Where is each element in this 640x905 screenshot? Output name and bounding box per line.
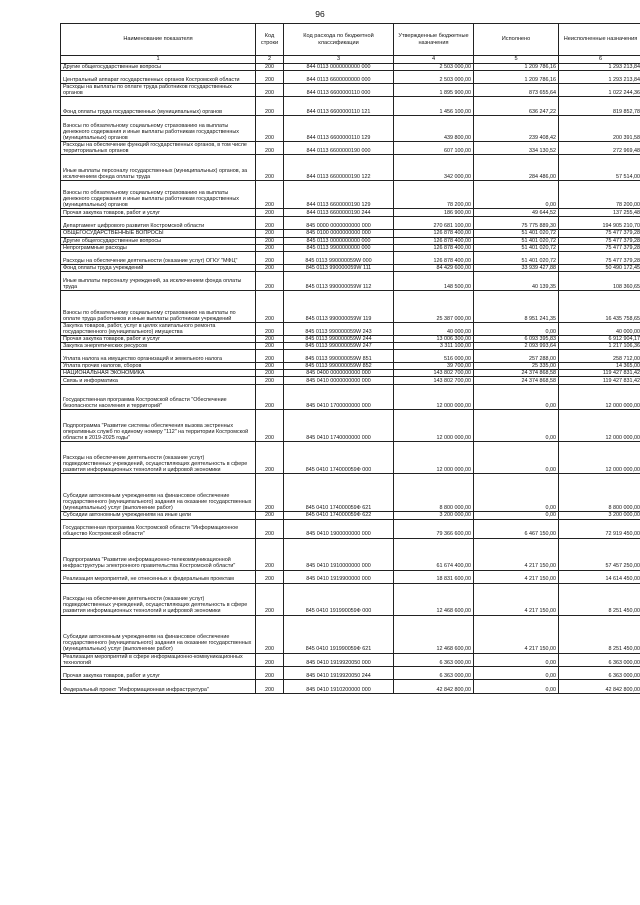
row-approved-value: 12 000 000,00 [394,442,474,474]
row-approved-value: 270 681 100,00 [394,217,474,230]
row-line-code: 200 [256,570,284,583]
row-line-code: 200 [256,377,284,385]
row-approved-value: 84 429 600,00 [394,264,474,271]
column-number: 6 [559,56,640,64]
table-row [61,155,640,181]
row-line-code: 200 [256,217,284,230]
row-line-code: 200 [256,251,284,264]
table-row [61,570,640,583]
row-executed-value: 4 217 150,00 [474,615,559,653]
row-indicator-name: Расходы на обеспечение деятельности (оказание услуг) подведомственных учреждений, осуществляющих деятельность в сфере развития информационных технологий и цифровой экономики [61,442,256,474]
row-indicator-name: Расходы на выплаты по оплате труда работников государственных органов [61,84,256,97]
row-indicator-name: Прочая закупка товаров, работ и услуг [61,209,256,217]
row-line-code: 200 [256,653,284,666]
row-budget-code: 845 0400 0000000000 000 [284,370,394,377]
table-row [61,519,640,538]
header-row [61,24,640,56]
row-executed-value: 51 401 020,72 [474,244,559,251]
row-line-code: 200 [256,583,284,615]
row-executed-value: 24 374 868,58 [474,377,559,385]
row-budget-code: 844 0113 6600000110 121 [284,97,394,116]
row-unexecuted-value: 1 022 244,36 [559,84,640,97]
table-row [61,322,640,335]
row-budget-code: 845 0410 1919920050 244 [284,666,394,679]
table-row [61,84,640,97]
row-unexecuted-value: 75 477 379,28 [559,230,640,237]
row-approved-value: 126 878 400,00 [394,251,474,264]
row-indicator-name: Федеральный проект "Информационная инфраструктура" [61,679,256,693]
row-approved-value: 40 000,00 [394,322,474,335]
row-unexecuted-value: 75 477 379,28 [559,244,640,251]
row-indicator-name: Субсидии автономным учреждениям на финансовое обеспечение государственного (муниципального) задания на оказание государственных (муниципальных) услуг (выполнение работ) [61,474,256,512]
column-number: 1 [61,56,256,64]
column-number: 3 [284,56,394,64]
row-unexecuted-value: 200 391,58 [559,116,640,142]
row-indicator-name: Прочая закупка товаров, работ и услуг [61,666,256,679]
row-approved-value: 13 006 300,00 [394,336,474,343]
row-line-code: 200 [256,442,284,474]
row-line-code: 200 [256,666,284,679]
row-approved-value: 143 802 700,00 [394,377,474,385]
row-line-code: 200 [256,142,284,155]
row-line-code: 200 [256,244,284,251]
row-indicator-name: Фонд оплаты труда государственных (муниципальных) органов [61,97,256,116]
row-budget-code: 844 0113 6600000190 129 [284,181,394,209]
header-budget-code: Код расхода по бюджетной классификации [284,24,394,56]
row-budget-code: 844 0113 6600000000 000 [284,71,394,84]
row-approved-value: 1 895 900,00 [394,84,474,97]
row-unexecuted-value: 40 000,00 [559,322,640,335]
row-budget-code: 845 0113 990000059W 112 [284,271,394,290]
row-approved-value: 342 000,00 [394,155,474,181]
row-approved-value: 126 878 400,00 [394,237,474,244]
row-line-code: 200 [256,71,284,84]
row-indicator-name: Субсидии автономным учреждениям на финансовое обеспечение государственного (муниципального) задания на оказание государственных (муниципальных) услуг (выполнение работ) [61,615,256,653]
row-executed-value: 4 217 150,00 [474,570,559,583]
row-executed-value: 334 130,52 [474,142,559,155]
row-line-code: 200 [256,322,284,335]
row-indicator-name: Государственная программа Костромской области "Обеспечение безопасности населения и территорий" [61,385,256,410]
row-budget-code: 845 0410 1740000000 000 [284,410,394,442]
row-budget-code: 845 0410 1900000000 000 [284,519,394,538]
table-row [61,336,640,343]
table-row [61,264,640,271]
row-indicator-name: Подпрограмма "Развитие системы обеспечения вызова экстренных оперативных служб по единому номеру "112" на территории Костромской области в 2019-2025 годы" [61,410,256,442]
row-executed-value: 0,00 [474,322,559,335]
row-indicator-name: ОБЩЕГОСУДАРСТВЕННЫЕ ВОПРОСЫ [61,230,256,237]
row-executed-value: 0,00 [474,653,559,666]
row-line-code: 200 [256,336,284,343]
row-unexecuted-value: 194 905 210,70 [559,217,640,230]
row-executed-value: 1 209 786,16 [474,64,559,71]
row-budget-code: 845 0410 1910000000 000 [284,538,394,570]
row-executed-value: 0,00 [474,385,559,410]
table-row [61,583,640,615]
table-row [61,442,640,474]
row-approved-value: 516 000,00 [394,350,474,363]
row-unexecuted-value: 42 842 800,00 [559,679,640,693]
row-executed-value: 284 486,00 [474,155,559,181]
row-indicator-name: Закупка энергетических ресурсов [61,343,256,350]
row-indicator-name: Связь и информатика [61,377,256,385]
table-row [61,653,640,666]
row-budget-code: 844 0113 6600000190 000 [284,142,394,155]
row-unexecuted-value: 6 363 000,00 [559,666,640,679]
table-row [61,290,640,322]
row-unexecuted-value: 6 912 904,17 [559,336,640,343]
header-line-code: Код строки [256,24,284,56]
row-executed-value: 25 335,00 [474,363,559,370]
row-indicator-name: Расходы на обеспечение функций государственных органов, в том числе территориальных органов [61,142,256,155]
row-executed-value: 51 401 020,72 [474,230,559,237]
row-budget-code: 845 0113 990000059W 000 [284,251,394,264]
column-number: 2 [256,56,284,64]
row-approved-value: 186 900,00 [394,209,474,217]
table-row [61,343,640,350]
row-budget-code: 845 0113 9900000000 000 [284,244,394,251]
row-unexecuted-value: 8 251 450,00 [559,583,640,615]
row-unexecuted-value: 75 477 379,28 [559,251,640,264]
table-row [61,615,640,653]
row-line-code: 200 [256,615,284,653]
row-unexecuted-value: 8 800 000,00 [559,474,640,512]
row-executed-value: 4 217 150,00 [474,583,559,615]
page-number: 96 [315,9,325,19]
row-line-code: 200 [256,264,284,271]
row-indicator-name: Другие общегосударственные вопросы [61,64,256,71]
row-budget-code: 845 0410 174000059Ф 000 [284,442,394,474]
table-row [61,64,640,71]
row-line-code: 200 [256,370,284,377]
row-executed-value: 1 209 786,16 [474,71,559,84]
column-number: 5 [474,56,559,64]
row-executed-value: 0,00 [474,442,559,474]
table-row [61,271,640,290]
row-approved-value: 61 674 400,00 [394,538,474,570]
row-budget-code: 845 0410 1910200000 000 [284,679,394,693]
row-budget-code: 844 0113 6600000190 122 [284,155,394,181]
table-row [61,377,640,385]
row-indicator-name: Департамент цифрового развития Костромской области [61,217,256,230]
table-row [61,217,640,230]
table-row [61,71,640,84]
row-budget-code: 845 0113 990000059W 119 [284,290,394,322]
header-approved: Утвержденные бюджетные назначения [394,24,474,56]
table-row [61,512,640,519]
row-approved-value: 3 200 000,00 [394,512,474,519]
row-budget-code: 845 0113 990000059W 243 [284,322,394,335]
row-indicator-name: Взносы по обязательному социальному страхованию на выплаты денежного содержания и иные выплаты работникам государственных (муниципальных) органов [61,116,256,142]
table-row [61,363,640,370]
row-executed-value: 0,00 [474,410,559,442]
table-row [61,410,640,442]
row-line-code: 200 [256,519,284,538]
row-budget-code: 844 0113 6600000190 244 [284,209,394,217]
table-row [61,230,640,237]
row-approved-value: 439 800,00 [394,116,474,142]
row-unexecuted-value: 119 427 831,42 [559,377,640,385]
row-unexecuted-value: 137 255,48 [559,209,640,217]
row-indicator-name: Центральный аппарат государственных органов Костромской области [61,71,256,84]
column-number-row [61,56,640,64]
row-executed-value: 4 217 150,00 [474,538,559,570]
row-approved-value: 148 500,00 [394,271,474,290]
row-indicator-name: Взносы по обязательному социальному страхованию на выплаты денежного содержания и иные выплаты работникам государственных (муниципальных) органов [61,181,256,209]
row-line-code: 200 [256,512,284,519]
row-budget-code: 845 0410 0000000000 000 [284,377,394,385]
row-executed-value: 8 951 241,35 [474,290,559,322]
row-executed-value: 239 408,42 [474,116,559,142]
table-row [61,666,640,679]
table-row [61,181,640,209]
row-unexecuted-value: 12 000 000,00 [559,442,640,474]
row-indicator-name: Уплата прочих налогов, сборов [61,363,256,370]
row-unexecuted-value: 78 200,00 [559,181,640,209]
row-budget-code: 845 0410 191990059Ф 000 [284,583,394,615]
row-line-code: 200 [256,350,284,363]
row-indicator-name: Субсидии автономным учреждениям на иные цели [61,512,256,519]
row-indicator-name: Реализация мероприятий в сфере информационно-коммуникационных технологий [61,653,256,666]
row-budget-code: 845 0113 990000059W 247 [284,343,394,350]
row-approved-value: 1 456 100,00 [394,97,474,116]
table-row [61,370,640,377]
row-unexecuted-value: 57 457 250,00 [559,538,640,570]
budget-execution-table [60,23,640,694]
row-budget-code: 845 0410 191990059Ф 621 [284,615,394,653]
row-indicator-name: Уплата налога на имущество организаций и земельного налога [61,350,256,363]
row-line-code: 200 [256,230,284,237]
header-unexecuted: Неисполненные назначения [559,24,640,56]
table-row [61,237,640,244]
row-indicator-name: Расходы на обеспечение деятельности (оказание услуг) подведомственных учреждений, осуществляющих деятельность в сфере развития информационных технологий и цифровой экономики [61,583,256,615]
row-line-code: 200 [256,290,284,322]
table-row [61,244,640,251]
row-unexecuted-value: 6 363 000,00 [559,653,640,666]
row-unexecuted-value: 272 969,48 [559,142,640,155]
row-unexecuted-value: 72 919 450,00 [559,519,640,538]
table-body [61,64,640,694]
row-approved-value: 18 831 600,00 [394,570,474,583]
row-executed-value: 2 093 993,64 [474,343,559,350]
row-line-code: 200 [256,116,284,142]
table-row [61,350,640,363]
row-unexecuted-value: 119 427 831,42 [559,370,640,377]
row-executed-value: 75 775 889,30 [474,217,559,230]
row-line-code: 200 [256,237,284,244]
row-indicator-name: Расходы на обеспечение деятельности (оказание услуг) ОГКУ "МФЦ" [61,251,256,264]
row-unexecuted-value: 57 514,00 [559,155,640,181]
row-unexecuted-value: 1 293 213,84 [559,64,640,71]
row-budget-code: 845 0113 990000059W 111 [284,264,394,271]
row-approved-value: 12 000 000,00 [394,410,474,442]
row-line-code: 200 [256,64,284,71]
row-line-code: 200 [256,474,284,512]
row-line-code: 200 [256,155,284,181]
table-row [61,209,640,217]
row-approved-value: 25 387 000,00 [394,290,474,322]
row-budget-code: 845 0410 1919920050 000 [284,653,394,666]
row-indicator-name: Непрограммные расходы [61,244,256,251]
row-executed-value: 0,00 [474,474,559,512]
row-executed-value: 0,00 [474,181,559,209]
table-row [61,116,640,142]
row-budget-code: 845 0113 990000059W 852 [284,363,394,370]
row-line-code: 200 [256,410,284,442]
row-indicator-name: Другие общегосударственные вопросы [61,237,256,244]
row-executed-value: 24 374 868,58 [474,370,559,377]
row-budget-code: 845 0000 0000000000 000 [284,217,394,230]
header-executed: Исполнено [474,24,559,56]
row-budget-code: 845 0410 174000059Ф 622 [284,512,394,519]
row-unexecuted-value: 12 000 000,00 [559,410,640,442]
row-approved-value: 42 842 800,00 [394,679,474,693]
row-unexecuted-value: 12 000 000,00 [559,385,640,410]
row-budget-code: 844 0113 0000000000 000 [284,64,394,71]
row-unexecuted-value: 1 217 106,36 [559,343,640,350]
row-executed-value: 40 139,35 [474,271,559,290]
row-approved-value: 126 878 400,00 [394,230,474,237]
row-approved-value: 6 363 000,00 [394,653,474,666]
row-budget-code: 845 0410 174000059Ф 621 [284,474,394,512]
row-executed-value: 49 644,52 [474,209,559,217]
row-approved-value: 12 468 600,00 [394,583,474,615]
row-unexecuted-value: 1 293 213,84 [559,71,640,84]
row-indicator-name: Государственная программа Костромской области "Информационное общество Костромской области" [61,519,256,538]
row-indicator-name: Реализация мероприятий, не отнесенных к федеральным проектам [61,570,256,583]
row-budget-code: 845 0100 0000000000 000 [284,230,394,237]
row-indicator-name: Фонд оплаты труда учреждений [61,264,256,271]
row-approved-value: 12 468 600,00 [394,615,474,653]
row-indicator-name: Иные выплаты персоналу государственных (муниципальных) органов, за исключением фонда оплаты труда [61,155,256,181]
row-unexecuted-value: 14 614 450,00 [559,570,640,583]
row-budget-code: 845 0410 1919900000 000 [284,570,394,583]
row-executed-value: 0,00 [474,679,559,693]
row-executed-value: 636 247,22 [474,97,559,116]
row-approved-value: 143 802 700,00 [394,370,474,377]
row-line-code: 200 [256,97,284,116]
row-line-code: 200 [256,343,284,350]
row-line-code: 200 [256,271,284,290]
row-line-code: 200 [256,538,284,570]
row-line-code: 200 [256,679,284,693]
row-indicator-name: Прочая закупка товаров, работ и услуг [61,336,256,343]
row-budget-code: 845 0113 0000000000 000 [284,237,394,244]
table-row [61,538,640,570]
row-approved-value: 12 000 000,00 [394,385,474,410]
header-indicator-name: Наименование показателя [61,24,256,56]
row-unexecuted-value: 819 852,78 [559,97,640,116]
row-executed-value: 0,00 [474,512,559,519]
table-row [61,385,640,410]
row-unexecuted-value: 50 490 172,45 [559,264,640,271]
table-row [61,474,640,512]
row-unexecuted-value: 8 251 450,00 [559,615,640,653]
row-indicator-name: Иные выплаты персоналу учреждений, за исключением фонда оплаты труда [61,271,256,290]
row-unexecuted-value: 14 365,00 [559,363,640,370]
row-executed-value: 6 467 150,00 [474,519,559,538]
row-approved-value: 78 200,00 [394,181,474,209]
row-unexecuted-value: 258 712,00 [559,350,640,363]
table-row [61,251,640,264]
row-executed-value: 257 288,00 [474,350,559,363]
row-indicator-name: Подпрограмма "Развитие информационно-телекоммуникационной инфраструктуры электронного правительства Костромской области" [61,538,256,570]
table-row [61,142,640,155]
row-executed-value: 51 401 020,72 [474,237,559,244]
row-unexecuted-value: 108 360,65 [559,271,640,290]
table-row [61,679,640,693]
column-number: 4 [394,56,474,64]
row-approved-value: 8 800 000,00 [394,474,474,512]
row-approved-value: 3 311 100,00 [394,343,474,350]
row-line-code: 200 [256,363,284,370]
row-approved-value: 79 366 600,00 [394,519,474,538]
table-row [61,97,640,116]
row-line-code: 200 [256,84,284,97]
row-unexecuted-value: 16 435 758,65 [559,290,640,322]
row-budget-code: 845 0113 990000059W 244 [284,336,394,343]
row-executed-value: 33 939 427,88 [474,264,559,271]
row-approved-value: 2 503 000,00 [394,71,474,84]
row-line-code: 200 [256,385,284,410]
row-line-code: 200 [256,181,284,209]
row-executed-value: 873 655,64 [474,84,559,97]
row-indicator-name: Взносы по обязательному социальному страхованию на выплаты по оплате труда работников и иные выплаты работникам учреждений [61,290,256,322]
row-budget-code: 844 0113 6600000110 000 [284,84,394,97]
row-unexecuted-value: 75 477 379,28 [559,237,640,244]
row-unexecuted-value: 3 200 000,00 [559,512,640,519]
row-executed-value: 51 401 020,72 [474,251,559,264]
row-budget-code: 845 0410 1700000000 000 [284,385,394,410]
row-budget-code: 845 0113 990000059W 851 [284,350,394,363]
row-indicator-name: НАЦИОНАЛЬНАЯ ЭКОНОМИКА [61,370,256,377]
row-approved-value: 2 503 000,00 [394,64,474,71]
row-approved-value: 126 878 400,00 [394,244,474,251]
row-approved-value: 6 363 000,00 [394,666,474,679]
row-approved-value: 39 700,00 [394,363,474,370]
row-line-code: 200 [256,209,284,217]
row-budget-code: 844 0113 6600000110 129 [284,116,394,142]
row-indicator-name: Закупка товаров, работ, услуг в целях капитального ремонта государственного (муниципального) имущества [61,322,256,335]
row-executed-value: 6 093 395,83 [474,336,559,343]
row-executed-value: 0,00 [474,666,559,679]
row-approved-value: 607 100,00 [394,142,474,155]
